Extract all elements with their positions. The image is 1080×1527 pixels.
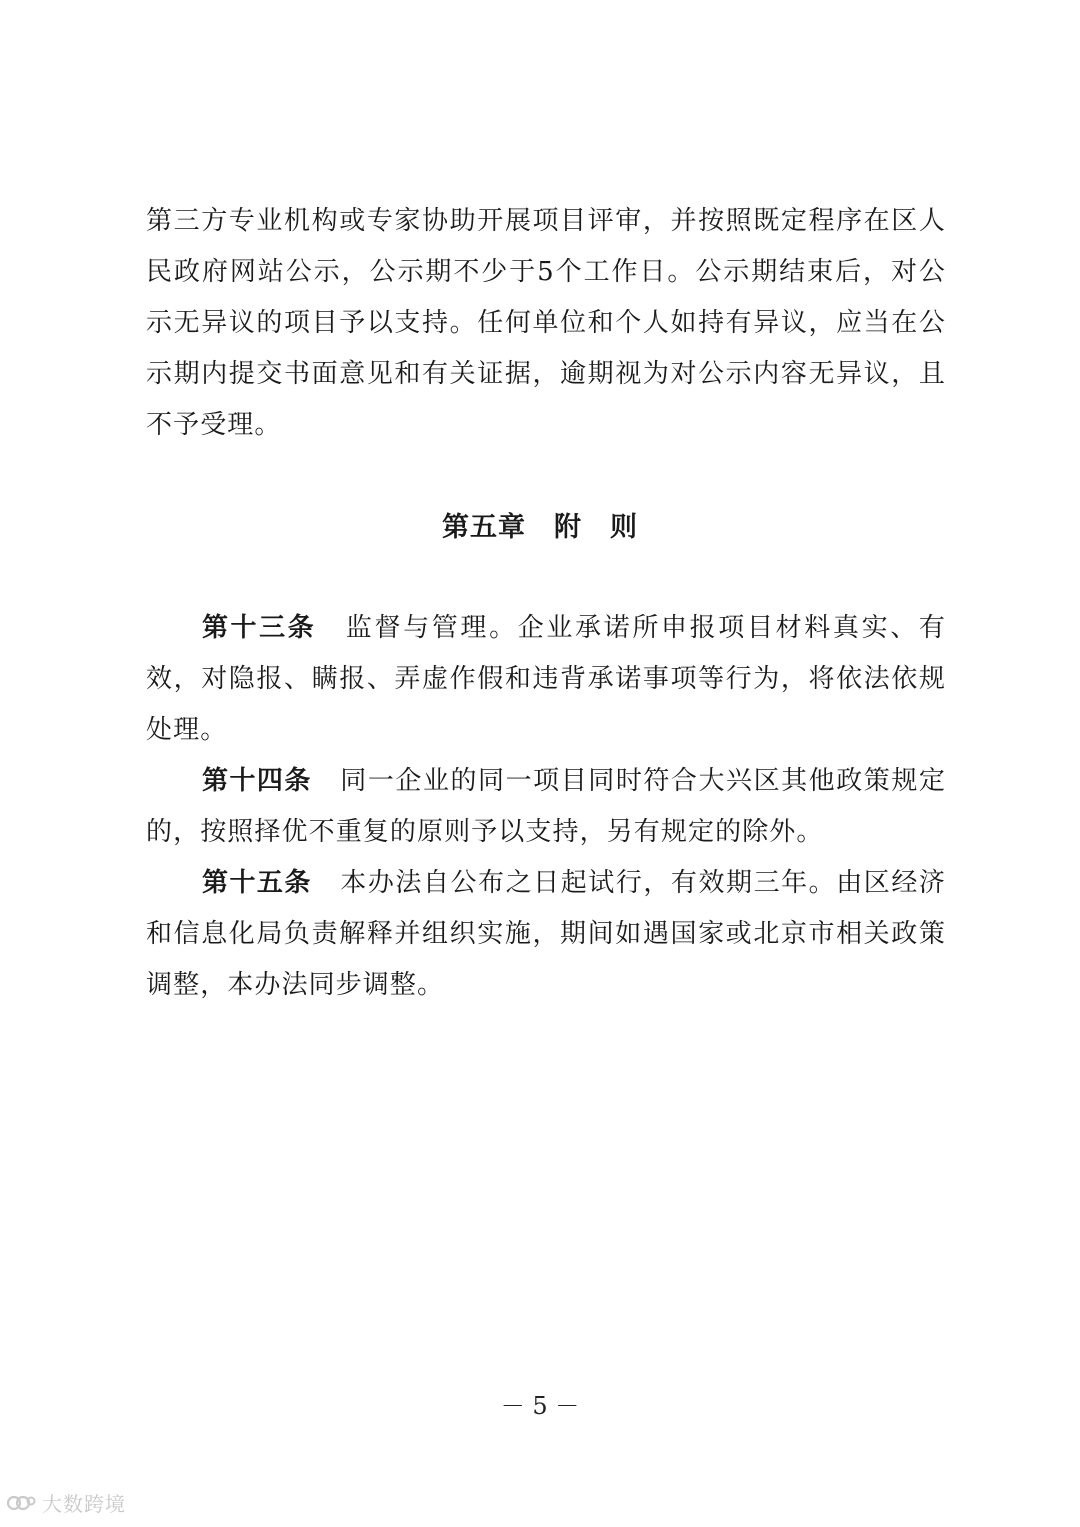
chapter-name: 附 则	[554, 512, 638, 543]
article-14	[146, 756, 946, 858]
page-number: － 5 －	[500, 1392, 580, 1420]
chapter-heading	[0, 505, 1080, 544]
watermark-text: 大数跨境	[42, 1492, 126, 1516]
article-15-text: 本办法自公布之日起试行，有效期三年。由区经济和信息化局负责解释并组织实施，期间如遇国家或北京市相关政策调整，本办法同步调整。	[146, 868, 946, 1000]
article-13-label: 第十三条	[202, 613, 317, 643]
article-15	[146, 858, 946, 1011]
article-15-label: 第十五条	[202, 868, 312, 898]
watermark	[6, 1488, 126, 1517]
article-13	[146, 603, 946, 756]
intro-paragraph: 第三方专业机构或专家协助开展项目评审，并按照既定程序在区人民政府网站公示，公示期不少于5个工作日。公示期结束后，对公示无异议的项目予以支持。任何单位和个人如持有异议，应当在公示期内提交书面意见和有关证据，逾期视为对公示内容无异议，且不予受理。	[146, 206, 946, 440]
article-14-label: 第十四条	[202, 766, 312, 796]
brand-logo-icon	[6, 1491, 36, 1515]
intro-paragraph-block	[146, 196, 946, 451]
articles-block	[146, 603, 946, 1011]
article-14-text: 同一企业的同一项目同时符合大兴区其他政策规定的，按照择优不重复的原则予以支持，另有规定的除外。	[146, 766, 946, 847]
article-13-text: 监督与管理。企业承诺所申报项目材料真实、有效，对隐报、瞒报、弄虚作假和违背承诺事项等行为，将依法依规处理。	[146, 613, 946, 745]
chapter-number: 第五章	[442, 512, 526, 543]
